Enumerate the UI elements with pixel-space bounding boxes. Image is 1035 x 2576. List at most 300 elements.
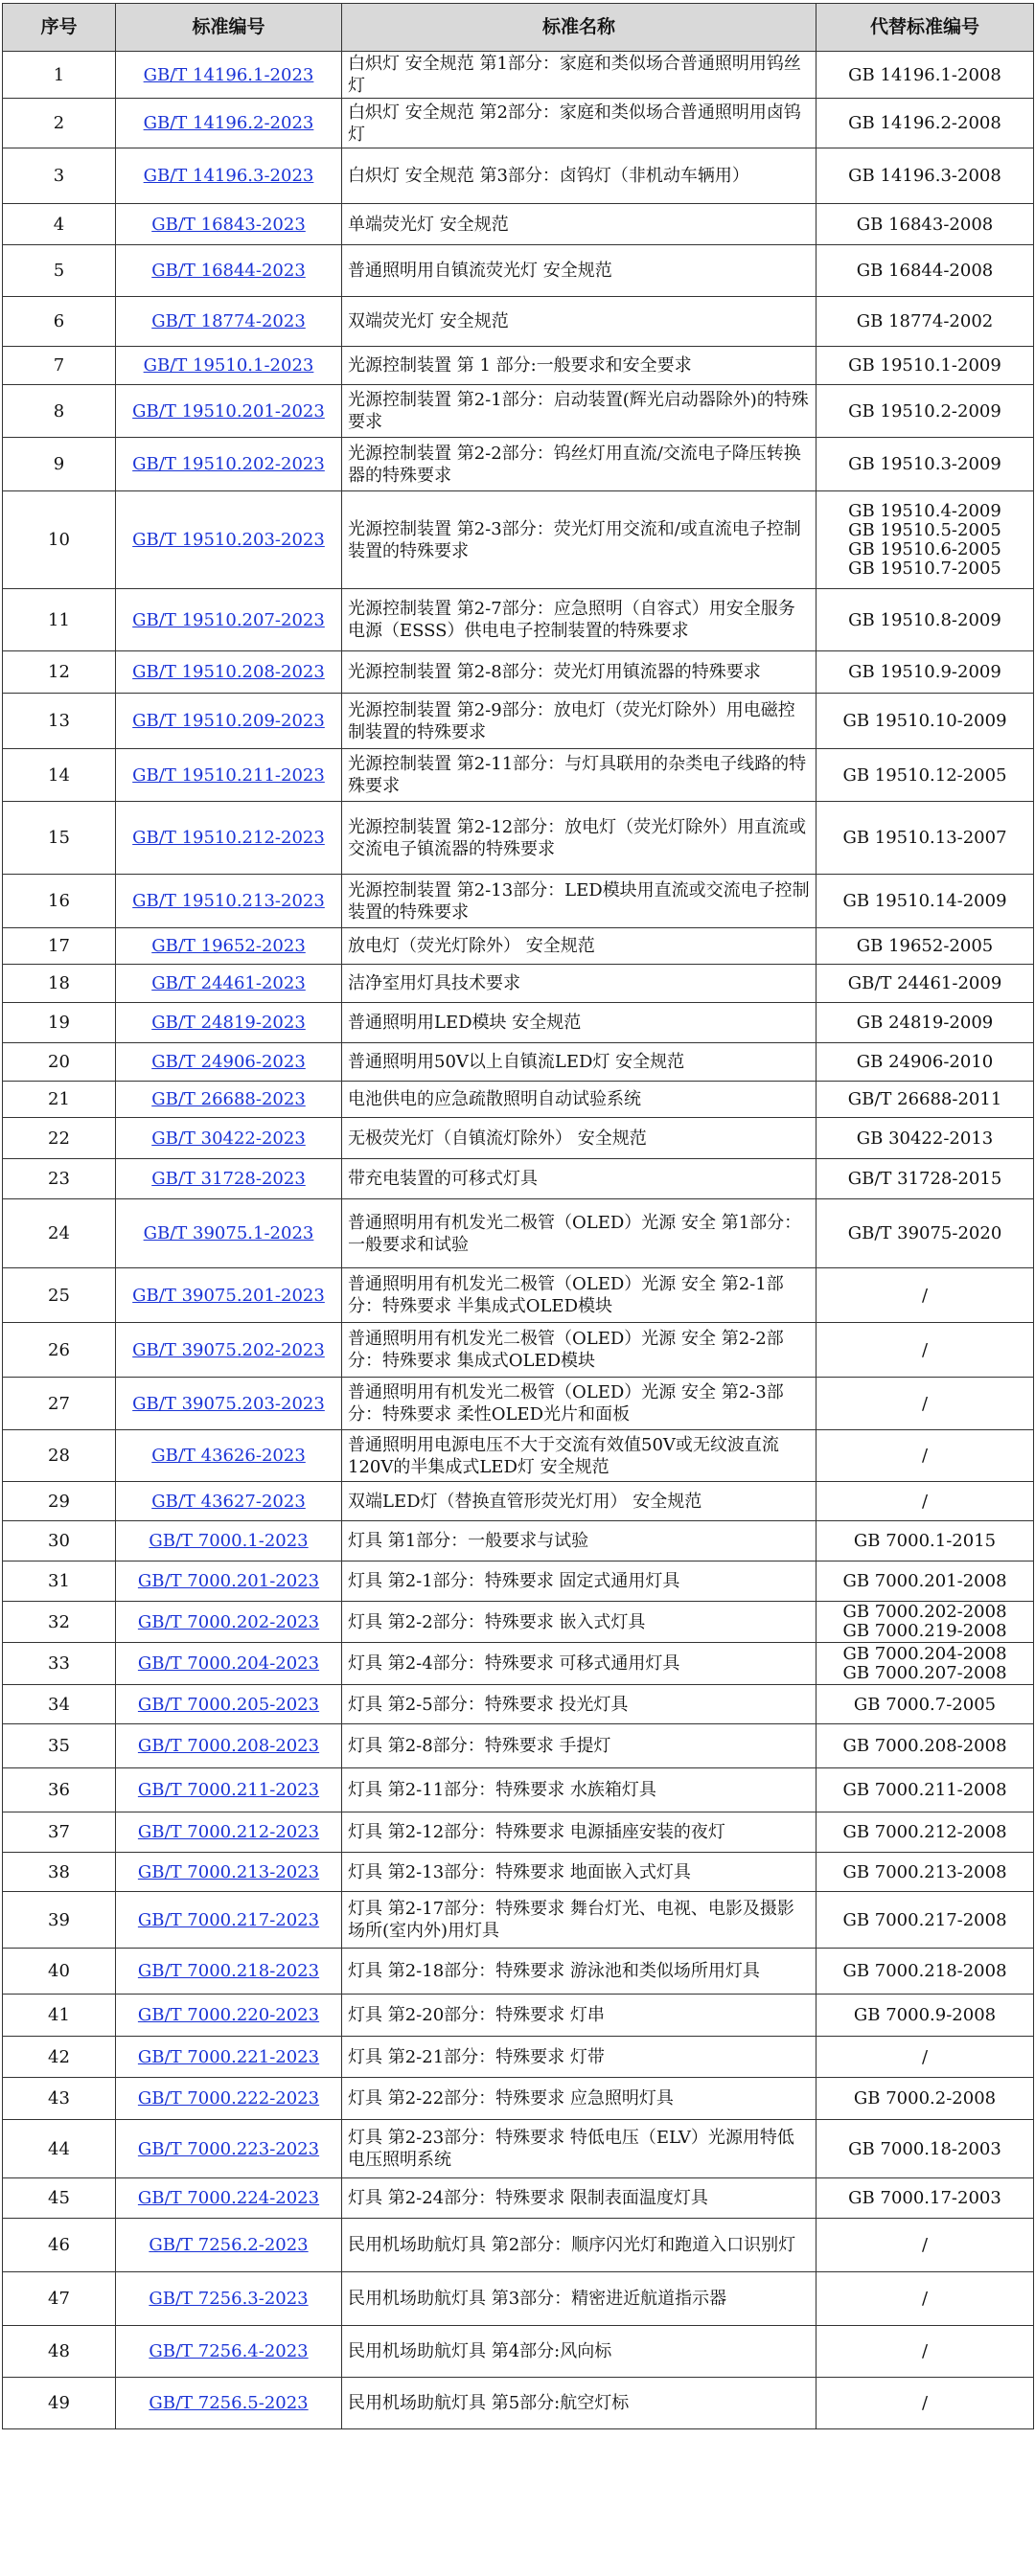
standard-name: 双端LED灯（替换直管形荧光灯用） 安全规范 [342,1482,816,1521]
standard-code-cell [116,1430,342,1482]
standard-code-link[interactable]: GB/T 14196.1-2023 [143,64,314,85]
table-row [3,99,1034,148]
row-index: 18 [3,965,116,1003]
table-row [3,204,1034,245]
replaced-standard-cell [816,965,1034,1003]
replaced-standard-cell [816,1892,1034,1949]
standard-code-link[interactable]: GB/T 16844-2023 [151,261,306,281]
standard-name: 光源控制装置 第2-9部分：放电灯（荧光灯除外）用电磁控制装置的特殊要求 [342,694,816,749]
replaced-standard-cell [816,1043,1034,1082]
replaced-standard-cell [816,1949,1034,1995]
row-index: 8 [3,385,116,438]
header-standard-name: 标准名称 [342,4,816,52]
replaced-standard: / [921,1491,929,1512]
standard-name: 灯具 第2-23部分：特殊要求 特低电压（ELV）光源用特低电压照明系统 [342,2120,816,2178]
standard-code-link[interactable]: GB/T 7000.223-2023 [137,2138,320,2159]
standard-code-cell [116,2326,342,2378]
replaced-standard: GB 19510.3-2009 [848,454,1001,474]
row-index: 26 [3,1323,116,1378]
replaced-standard: / [921,2289,929,2309]
table-row [3,749,1034,802]
replaced-standard-cell [816,1268,1034,1323]
replaced-standard: GB 7000.217-2008 [842,1909,1007,1930]
row-index: 11 [3,589,116,651]
standard-name: 光源控制装置 第 1 部分:一般要求和安全要求 [342,347,816,385]
standard-code-cell [116,694,342,749]
standard-code-cell [116,1323,342,1378]
replaced-standard-cell [816,1812,1034,1853]
standard-code-cell [116,1378,342,1430]
replaced-standard: GB/T 31728-2015 [847,1169,1002,1189]
table-row [3,1521,1034,1562]
standard-code-cell [116,1482,342,1521]
standard-code-cell [116,1892,342,1949]
standard-code-cell [116,589,342,651]
replaced-standard: GB 7000.213-2008 [842,1861,1007,1882]
replaced-standard-cell [816,2326,1034,2378]
standard-code-link[interactable]: GB/T 7000.204-2023 [137,1653,320,1674]
standard-code-link[interactable]: GB/T 7256.3-2023 [149,2289,309,2309]
replaced-standard-cell [816,204,1034,245]
standard-code-cell [116,1685,342,1724]
standard-code-cell [116,1043,342,1082]
standard-code-link[interactable]: GB/T 19510.209-2023 [132,711,325,731]
standard-code-link[interactable]: GB/T 30422-2023 [151,1128,306,1149]
standard-name: 灯具 第2-4部分：特殊要求 可移式通用灯具 [342,1643,816,1685]
replaced-standard: GB 19510.8-2009 [848,609,1001,630]
standard-code-link[interactable]: GB/T 7000.208-2023 [137,1736,320,1756]
standard-name: 普通照明用有机发光二极管（OLED）光源 安全 第2-1部分：特殊要求 半集成式OLED模块 [342,1268,816,1323]
row-index: 2 [3,99,116,148]
standard-name: 洁净室用灯具技术要求 [342,965,816,1003]
replaced-standard-cell [816,1995,1034,2037]
table-row [3,1043,1034,1082]
row-index: 21 [3,1082,116,1118]
standard-code-link[interactable]: GB/T 7000.217-2023 [137,1909,320,1930]
standard-name: 带充电装置的可移式灯具 [342,1159,816,1199]
standard-code-link[interactable]: GB/T 24906-2023 [151,1052,306,1072]
standard-code-link[interactable]: GB/T 19510.207-2023 [132,609,325,630]
standard-code-cell [116,1643,342,1685]
replaced-standard-cell [816,245,1034,297]
table-row [3,1268,1034,1323]
standard-code-link[interactable]: GB/T 7256.2-2023 [149,2235,309,2255]
standard-code-cell [116,1995,342,2037]
standard-code-cell [116,651,342,694]
table-row [3,1118,1034,1159]
replaced-standard: GB/T 26688-2011 [847,1089,1002,1109]
standard-name: 普通照明用自镇流荧光灯 安全规范 [342,245,816,297]
row-index: 23 [3,1159,116,1199]
standard-code-link[interactable]: GB/T 31728-2023 [151,1169,306,1189]
standard-code-cell [116,148,342,204]
table-row [3,148,1034,204]
replaced-standard: GB 14196.1-2008 [848,64,1001,85]
replaced-standard: GB 14196.3-2008 [848,166,1001,186]
standard-name: 电池供电的应急疏散照明自动试验系统 [342,1082,816,1118]
standard-code-link[interactable]: GB/T 7000.220-2023 [137,2005,320,2025]
standard-name: 白炽灯 安全规范 第3部分：卤钨灯（非机动车辆用） [342,148,816,204]
table-row [3,651,1034,694]
standard-code-cell [116,1003,342,1043]
standard-code-link[interactable]: GB/T 7000.201-2023 [137,1571,320,1591]
replaced-standard: GB 19510.6-2005 [848,538,1001,559]
replaced-standard: GB 7000.219-2008 [842,1621,1007,1641]
standard-code-cell [116,2037,342,2078]
row-index: 15 [3,802,116,875]
row-index: 38 [3,1853,116,1892]
standard-code-link[interactable]: GB/T 7000.218-2023 [137,1961,320,1981]
table-row [3,1159,1034,1199]
replaced-standard-cell [816,1159,1034,1199]
replaced-standard-cell [816,1118,1034,1159]
standard-code-cell [116,1768,342,1812]
row-index: 46 [3,2219,116,2272]
standard-name: 灯具 第2-8部分：特殊要求 手提灯 [342,1724,816,1768]
replaced-standard: GB 19510.1-2009 [848,355,1001,376]
standard-code-link[interactable]: GB/T 43627-2023 [151,1491,306,1512]
replaced-standard-cell [816,2120,1034,2178]
standard-code-cell [116,1268,342,1323]
standard-code-cell [116,1602,342,1643]
standard-code-link[interactable]: GB/T 19510.211-2023 [132,764,325,786]
standard-code-link[interactable]: GB/T 7000.212-2023 [137,1822,320,1842]
replaced-standard: GB 19510.9-2009 [848,662,1001,682]
table-row [3,694,1034,749]
standard-code-link[interactable]: GB/T 7256.4-2023 [149,2341,309,2361]
replaced-standard: GB 7000.218-2008 [842,1961,1007,1981]
table-row [3,2178,1034,2219]
replaced-standard-cell [816,148,1034,204]
standard-code-link[interactable]: GB/T 19510.203-2023 [132,530,325,550]
replaced-standard: / [921,2393,929,2413]
standard-code-link[interactable]: GB/T 43626-2023 [151,1446,306,1466]
row-index: 3 [3,148,116,204]
standard-code-link[interactable]: GB/T 19510.208-2023 [132,662,325,682]
standard-code-link[interactable]: GB/T 7000.1-2023 [149,1531,309,1551]
standard-name: 普通照明用电源电压不大于交流有效值50V或无纹波直流120V的半集成式LED灯 安全规范 [342,1430,816,1482]
table-row [3,491,1034,589]
standard-code-cell [116,2219,342,2272]
standard-name: 灯具 第1部分：一般要求与试验 [342,1521,816,1562]
replaced-standard-cell [816,347,1034,385]
standard-code-cell [116,1949,342,1995]
row-index: 48 [3,2326,116,2378]
replaced-standard-cell [816,875,1034,928]
standard-code-cell [116,928,342,965]
row-index: 37 [3,1812,116,1853]
table-row [3,245,1034,297]
replaced-standard: GB/T 39075-2020 [847,1223,1002,1243]
standard-code-cell [116,1199,342,1268]
row-index: 31 [3,1562,116,1602]
replaced-standard: / [921,1393,929,1414]
row-index: 41 [3,1995,116,2037]
standard-code-link[interactable]: GB/T 7000.222-2023 [137,2088,320,2109]
header-standard-code: 标准编号 [116,4,342,52]
row-index: 5 [3,245,116,297]
table-row [3,2120,1034,2178]
standard-name: 单端荧光灯 安全规范 [342,204,816,245]
standard-name: 灯具 第2-21部分：特殊要求 灯带 [342,2037,816,2078]
table-row [3,52,1034,99]
replaced-standard-cell [816,1378,1034,1430]
standard-code-link[interactable]: GB/T 7000.202-2023 [137,1611,320,1632]
standard-name: 白炽灯 安全规范 第2部分：家庭和类似场合普通照明用卤钨灯 [342,99,816,148]
table-row [3,965,1034,1003]
standard-code-link[interactable]: GB/T 19510.1-2023 [143,355,314,376]
standard-code-cell [116,1724,342,1768]
replaced-standard: GB 7000.1-2015 [853,1531,997,1551]
standard-code-cell [116,347,342,385]
row-index: 22 [3,1118,116,1159]
replaced-standard-cell [816,1643,1034,1685]
row-index: 28 [3,1430,116,1482]
table-row [3,1812,1034,1853]
standard-code-cell [116,1118,342,1159]
replaced-standard: / [921,2235,929,2255]
header-replaced-standard: 代替标准编号 [816,4,1034,52]
standard-name: 光源控制装置 第2-12部分：放电灯（荧光灯除外）用直流或交流电子镇流器的特殊要求 [342,802,816,875]
replaced-standard: GB 24906-2010 [856,1052,994,1072]
standard-code-link[interactable]: GB/T 14196.3-2023 [143,166,314,186]
row-index: 49 [3,2378,116,2429]
table-row [3,1643,1034,1685]
replaced-standard: GB 19510.12-2005 [842,764,1007,786]
table-row [3,589,1034,651]
standard-code-link[interactable]: GB/T 7000.205-2023 [137,1694,320,1715]
standard-code-cell [116,99,342,148]
standard-code-link[interactable]: GB/T 7000.221-2023 [137,2046,320,2067]
standard-name: 白炽灯 安全规范 第1部分：家庭和类似场合普通照明用钨丝灯 [342,52,816,99]
table-row [3,1430,1034,1482]
standard-code-cell [116,802,342,875]
standard-name: 灯具 第2-13部分：特殊要求 地面嵌入式灯具 [342,1853,816,1892]
row-index: 43 [3,2078,116,2120]
row-index: 33 [3,1643,116,1685]
row-index: 25 [3,1268,116,1323]
replaced-standard: GB 16843-2008 [856,214,994,235]
replaced-standard-cell [816,1430,1034,1482]
standards-table [2,3,1034,2429]
standard-code-cell [116,875,342,928]
standard-code-link[interactable]: GB/T 39075.202-2023 [132,1339,325,1360]
table-row [3,2378,1034,2429]
replaced-standard-cell [816,297,1034,347]
replaced-standard-cell [816,438,1034,491]
standard-code-link[interactable]: GB/T 19510.212-2023 [132,828,325,848]
replaced-standard: GB 7000.9-2008 [853,2005,997,2025]
replaced-standard: GB 16844-2008 [856,261,994,281]
standard-name: 灯具 第2-5部分：特殊要求 投光灯具 [342,1685,816,1724]
standards-table-container [2,3,1033,2429]
replaced-standard: GB 7000.18-2003 [848,2138,1001,2159]
standard-code-link[interactable]: GB/T 19510.202-2023 [132,454,325,474]
table-row [3,1482,1034,1521]
standard-name: 光源控制装置 第2-13部分：LED模块用直流或交流电子控制装置的特殊要求 [342,875,816,928]
standard-code-cell [116,491,342,589]
replaced-standard-cell [816,385,1034,438]
standard-code-cell [116,204,342,245]
replaced-standard-cell [816,2078,1034,2120]
standard-code-cell [116,1082,342,1118]
table-row [3,1003,1034,1043]
table-header-row [3,4,1034,52]
standard-code-link[interactable]: GB/T 19510.201-2023 [132,400,325,422]
replaced-standard-cell [816,1003,1034,1043]
standard-code-cell [116,2078,342,2120]
standard-name: 双端荧光灯 安全规范 [342,297,816,347]
standard-code-link[interactable]: GB/T 39075.201-2023 [132,1285,325,1306]
replaced-standard: GB 30422-2013 [856,1128,994,1149]
standard-code-cell [116,1562,342,1602]
standard-code-link[interactable]: GB/T 7000.213-2023 [137,1861,320,1882]
table-row [3,2219,1034,2272]
row-index: 29 [3,1482,116,1521]
standard-code-cell [116,2120,342,2178]
standard-code-link[interactable]: GB/T 19652-2023 [151,936,306,956]
table-row [3,1602,1034,1643]
replaced-standard: GB 7000.212-2008 [842,1822,1007,1842]
row-index: 39 [3,1892,116,1949]
replaced-standard: GB 7000.204-2008 [842,1643,1007,1664]
row-index: 6 [3,297,116,347]
standard-name: 民用机场助航灯具 第4部分:风向标 [342,2326,816,2378]
replaced-standard: GB 7000.201-2008 [842,1571,1007,1591]
table-row [3,1892,1034,1949]
row-index: 24 [3,1199,116,1268]
standard-name: 普通照明用50V以上自镇流LED灯 安全规范 [342,1043,816,1082]
replaced-standard-cell [816,1685,1034,1724]
replaced-standard-cell [816,1768,1034,1812]
replaced-standard: GB 24819-2009 [856,1013,994,1033]
replaced-standard: GB 7000.207-2008 [842,1662,1007,1683]
row-index: 12 [3,651,116,694]
replaced-standard-cell [816,694,1034,749]
replaced-standard: GB 7000.2-2008 [853,2088,997,2109]
standard-code-link[interactable]: GB/T 7256.5-2023 [149,2393,309,2413]
table-row [3,928,1034,965]
standard-code-cell [116,1853,342,1892]
replaced-standard: GB 19510.2-2009 [848,400,1001,422]
row-index: 19 [3,1003,116,1043]
standard-code-link[interactable]: GB/T 24819-2023 [151,1013,306,1033]
replaced-standard-cell [816,1082,1034,1118]
replaced-standard: GB 7000.7-2005 [853,1694,997,1715]
table-row [3,1082,1034,1118]
replaced-standard: / [921,2046,929,2067]
standard-code-cell [116,1159,342,1199]
standard-code-cell [116,52,342,99]
standard-code-link[interactable]: GB/T 26688-2023 [151,1089,306,1109]
standard-code-link[interactable]: GB/T 7000.224-2023 [137,2188,320,2208]
replaced-standard: GB 7000.208-2008 [842,1736,1007,1756]
standard-name: 灯具 第2-2部分：特殊要求 嵌入式灯具 [342,1602,816,1643]
standard-code-link[interactable]: GB/T 16843-2023 [151,214,306,235]
row-index: 10 [3,491,116,589]
standard-code-link[interactable]: GB/T 14196.2-2023 [143,113,314,133]
standard-code-link[interactable]: GB/T 19510.213-2023 [132,891,325,911]
standard-code-cell [116,1521,342,1562]
row-index: 7 [3,347,116,385]
header-index: 序号 [3,4,116,52]
replaced-standard: / [921,1339,929,1360]
standard-name: 光源控制装置 第2-1部分：启动装置(辉光启动器除外)的特殊要求 [342,385,816,438]
standard-code-cell [116,2178,342,2219]
table-row [3,1199,1034,1268]
table-row [3,2272,1034,2326]
row-index: 32 [3,1602,116,1643]
table-row [3,875,1034,928]
replaced-standard-cell [816,2037,1034,2078]
replaced-standard-cell [816,651,1034,694]
replaced-standard: GB 19510.10-2009 [842,711,1007,731]
replaced-standard: GB 7000.211-2008 [842,1780,1007,1800]
table-row [3,297,1034,347]
standard-name: 灯具 第2-24部分：特殊要求 限制表面温度灯具 [342,2178,816,2219]
replaced-standard-cell [816,2219,1034,2272]
standard-code-link[interactable]: GB/T 39075.1-2023 [143,1223,314,1243]
standard-code-cell [116,1812,342,1853]
standard-code-cell [116,965,342,1003]
table-row [3,1768,1034,1812]
standard-name: 民用机场助航灯具 第3部分：精密进近航道指示器 [342,2272,816,2326]
table-row [3,2078,1034,2120]
standard-code-cell [116,385,342,438]
replaced-standard-cell [816,2178,1034,2219]
row-index: 13 [3,694,116,749]
row-index: 9 [3,438,116,491]
row-index: 35 [3,1724,116,1768]
table-row [3,2326,1034,2378]
standard-code-link[interactable]: GB/T 24461-2023 [151,973,306,993]
table-row [3,1853,1034,1892]
standard-name: 放电灯（荧光灯除外） 安全规范 [342,928,816,965]
standard-name: 普通照明用有机发光二极管（OLED）光源 安全 第2-2部分：特殊要求 集成式OLED模块 [342,1323,816,1378]
standard-code-cell [116,749,342,802]
table-row [3,347,1034,385]
row-index: 45 [3,2178,116,2219]
replaced-standard: GB 19510.5-2005 [848,519,1001,540]
standard-code-link[interactable]: GB/T 18774-2023 [151,311,306,331]
replaced-standard: GB 7000.202-2008 [842,1602,1007,1622]
replaced-standard-cell [816,1602,1034,1643]
row-index: 40 [3,1949,116,1995]
standard-code-link[interactable]: GB/T 7000.211-2023 [137,1780,320,1800]
row-index: 44 [3,2120,116,2178]
standard-name: 光源控制装置 第2-2部分：钨丝灯用直流/交流电子降压转换器的特殊要求 [342,438,816,491]
row-index: 20 [3,1043,116,1082]
standard-code-cell [116,297,342,347]
table-row [3,1724,1034,1768]
row-index: 30 [3,1521,116,1562]
standard-name: 民用机场助航灯具 第5部分:航空灯标 [342,2378,816,2429]
replaced-standard-cell [816,1521,1034,1562]
standard-code-link[interactable]: GB/T 39075.203-2023 [132,1393,325,1414]
standard-name: 灯具 第2-18部分：特殊要求 游泳池和类似场所用灯具 [342,1949,816,1995]
replaced-standard-cell [816,749,1034,802]
standard-name: 灯具 第2-22部分：特殊要求 应急照明灯具 [342,2078,816,2120]
replaced-standard-cell [816,52,1034,99]
standard-name: 光源控制装置 第2-11部分：与灯具联用的杂类电子线路的特殊要求 [342,749,816,802]
replaced-standard: / [921,1285,929,1306]
replaced-standard: GB 19510.14-2009 [842,891,1007,911]
replaced-standard-cell [816,99,1034,148]
standard-name: 灯具 第2-20部分：特殊要求 灯串 [342,1995,816,2037]
replaced-standard-cell [816,928,1034,965]
table-row [3,1685,1034,1724]
row-index: 47 [3,2272,116,2326]
